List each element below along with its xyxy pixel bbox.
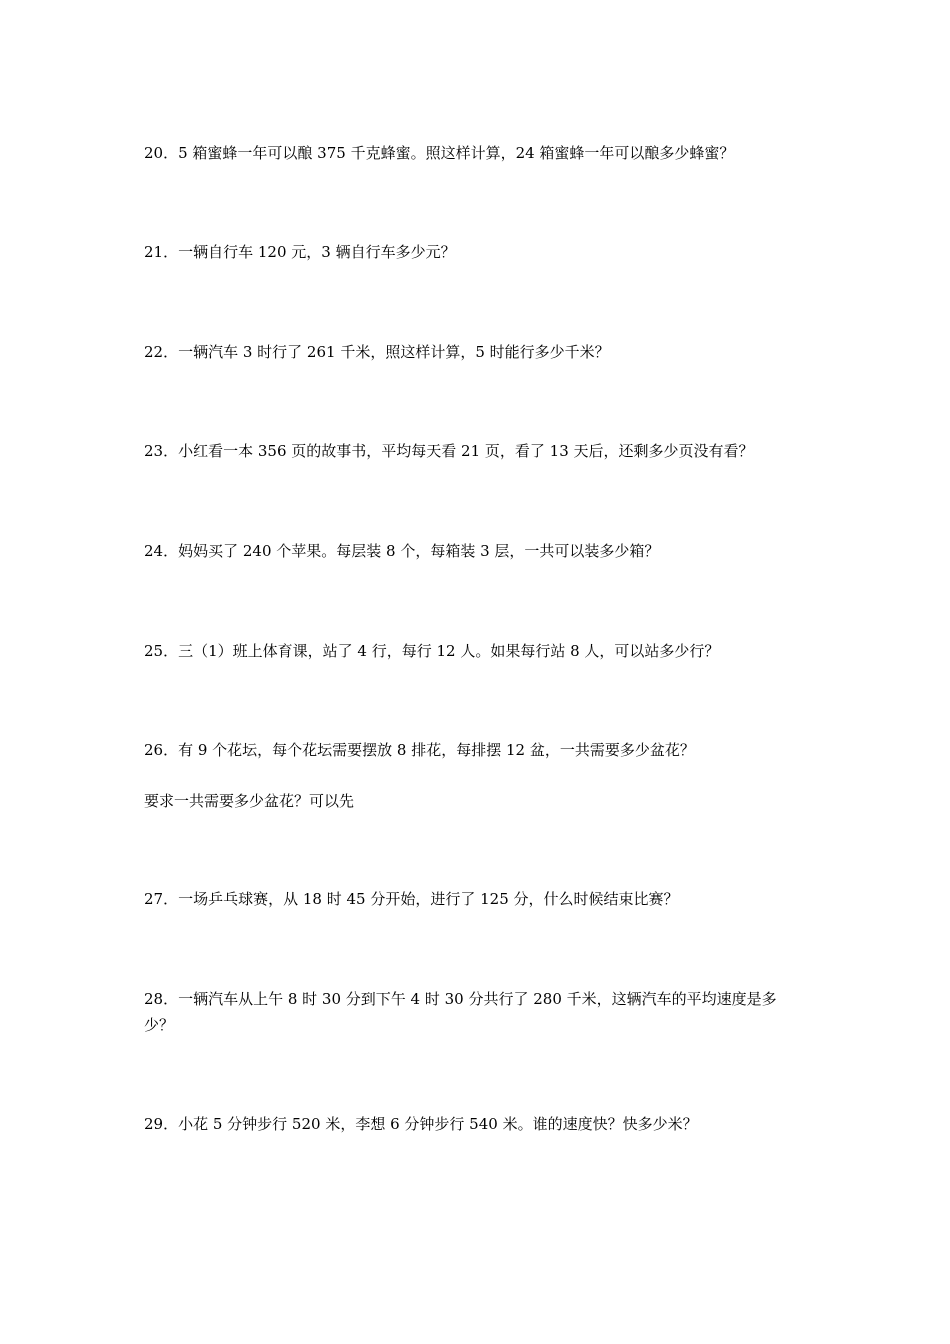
question-text: 20．5 箱蜜蜂一年可以酿 375 千克蜂蜜。照这样计算，24 箱蜜蜂一年可以酿多少蜂蜜？ bbox=[144, 144, 735, 162]
question-26-hint bbox=[144, 788, 824, 814]
hint-text: 要求一共需要多少盆花？可以先 bbox=[144, 792, 355, 810]
question-27 bbox=[144, 886, 824, 912]
question-22 bbox=[144, 339, 824, 365]
question-24 bbox=[144, 538, 824, 564]
question-28 bbox=[144, 986, 824, 1038]
question-text: 21．一辆自行车 120 元，3 辆自行车多少元？ bbox=[144, 243, 456, 261]
question-text: 22．一辆汽车 3 时行了 261 千米，照这样计算，5 时能行多少千米？ bbox=[144, 343, 610, 361]
question-text: 29．小花 5 分钟步行 520 米，李想 6 分钟步行 540 米。谁的速度快？快多少米？ bbox=[144, 1115, 698, 1133]
question-text: 26．有 9 个花坛，每个花坛需要摆放 8 排花，每排摆 12 盆，一共需要多少盆花？ bbox=[144, 741, 695, 759]
question-21 bbox=[144, 239, 824, 265]
question-text: 27．一场乒乓球赛，从 18 时 45 分开始，进行了 125 分，什么时候结束比赛？ bbox=[144, 890, 679, 908]
question-text: 28．一辆汽车从上午 8 时 30 分到下午 4 时 30 分共行了 280 千米，这辆汽车的平均速度是多 bbox=[144, 990, 777, 1008]
question-25 bbox=[144, 638, 824, 664]
question-23 bbox=[144, 438, 824, 464]
question-text: 25．三（1）班上体育课，站了 4 行，每行 12 人。如果每行站 8 人，可以站多少行？ bbox=[144, 642, 720, 660]
question-29 bbox=[144, 1111, 824, 1137]
question-text: 24．妈妈买了 240 个苹果。每层装 8 个，每箱装 3 层，一共可以装多少箱？ bbox=[144, 542, 660, 560]
question-text-continued: 少？ bbox=[144, 1016, 175, 1034]
question-26 bbox=[144, 737, 824, 763]
question-text: 23．小红看一本 356 页的故事书，平均每天看 21 页，看了 13 天后，还剩多少页没有看？ bbox=[144, 442, 754, 460]
question-20 bbox=[144, 140, 824, 166]
